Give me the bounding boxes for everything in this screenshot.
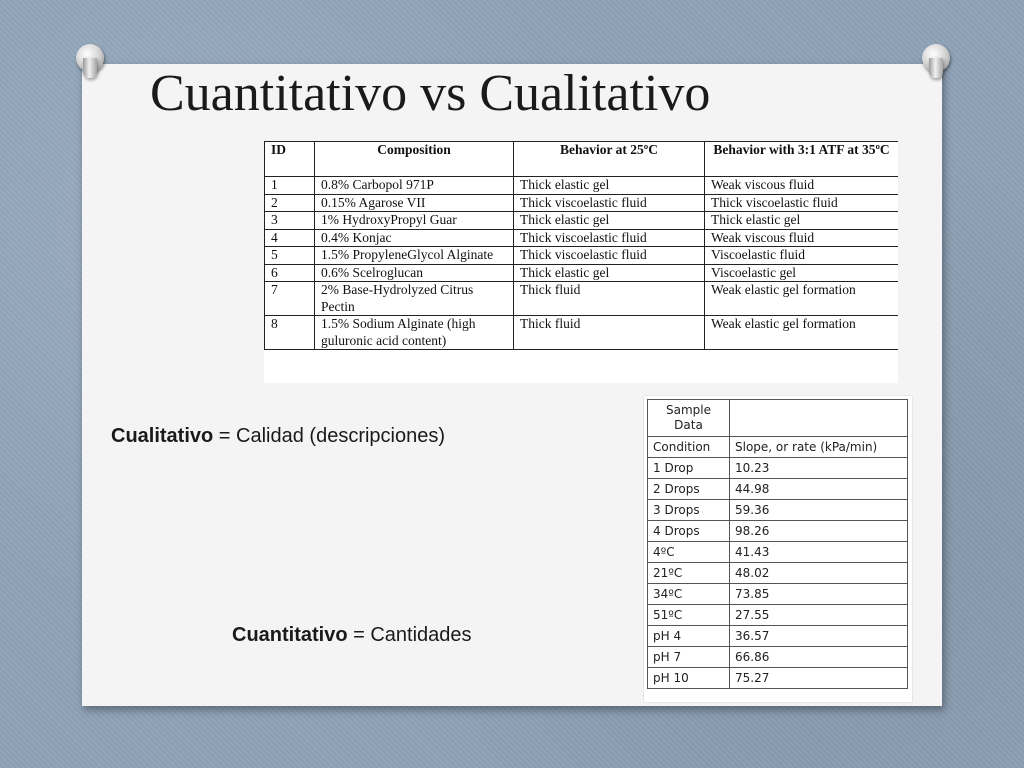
table-cell: 8	[265, 316, 315, 350]
qualitative-table-image	[264, 141, 898, 383]
table-cell: Thick elastic gel	[514, 212, 705, 230]
table-cell: 1% HydroxyPropyl Guar	[315, 212, 514, 230]
table-row	[265, 247, 899, 265]
table-row	[265, 316, 899, 350]
condition-cell: pH 4	[648, 626, 730, 647]
condition-cell: 2 Drops	[648, 479, 730, 500]
table-row	[265, 212, 899, 230]
table-row	[648, 668, 908, 689]
table-row	[648, 584, 908, 605]
column-header: Condition	[648, 437, 730, 458]
table-row	[265, 229, 899, 247]
table-row	[648, 542, 908, 563]
table-cell: Thick elastic gel	[514, 177, 705, 195]
condition-cell: 4ºC	[648, 542, 730, 563]
table-cell: 2	[265, 194, 315, 212]
table-row	[648, 521, 908, 542]
quantitative-table-image	[644, 396, 912, 702]
column-header: Behavior with 3:1 ATF at 35ºC	[705, 142, 899, 177]
table-header-row	[648, 437, 908, 458]
table-cell: Thick fluid	[514, 316, 705, 350]
table-cell: Weak viscous fluid	[705, 229, 899, 247]
qualitative-term: Cualitativo	[111, 425, 214, 447]
table-cell: 5	[265, 247, 315, 265]
condition-cell: pH 7	[648, 647, 730, 668]
condition-cell: 1 Drop	[648, 458, 730, 479]
rate-cell: 66.86	[730, 647, 908, 668]
table-row	[265, 194, 899, 212]
condition-cell: pH 10	[648, 668, 730, 689]
table-cell: Viscoelastic fluid	[705, 247, 899, 265]
slide-title: Cuantitativo vs Cualitativo	[150, 65, 711, 122]
quantitative-term: Cuantitativo	[232, 624, 348, 646]
rate-cell: 48.02	[730, 563, 908, 584]
condition-cell: 34ºC	[648, 584, 730, 605]
table-cell: 0.8% Carbopol 971P	[315, 177, 514, 195]
qualitative-definition	[111, 425, 445, 448]
table-row	[265, 264, 899, 282]
table-row	[265, 177, 899, 195]
rate-cell: 98.26	[730, 521, 908, 542]
condition-cell: 4 Drops	[648, 521, 730, 542]
table-edge	[264, 379, 898, 383]
table-cell: 1.5% PropyleneGlycol Alginate	[315, 247, 514, 265]
table-cell: Thick elastic gel	[514, 264, 705, 282]
rate-cell: 36.57	[730, 626, 908, 647]
table-cell: 0.4% Konjac	[315, 229, 514, 247]
quantitative-table	[647, 399, 908, 689]
rate-cell: 10.23	[730, 458, 908, 479]
column-header: ID	[265, 142, 315, 177]
table-row	[648, 626, 908, 647]
table-row	[648, 563, 908, 584]
rate-cell: 59.36	[730, 500, 908, 521]
table-cell: Thick elastic gel	[705, 212, 899, 230]
quantitative-definition	[232, 624, 472, 647]
table-cell: 7	[265, 282, 315, 316]
sample-data-title: Sample Data	[648, 400, 730, 437]
qualitative-definition-text: = Calidad (descripciones)	[213, 425, 446, 447]
table-cell: 0.6% Scelroglucan	[315, 264, 514, 282]
table-cell: 0.15% Agarose VII	[315, 194, 514, 212]
column-header: Behavior at 25ºC	[514, 142, 705, 177]
table-cell: Thick viscoelastic fluid	[514, 229, 705, 247]
table-cell: Thick viscoelastic fluid	[705, 194, 899, 212]
empty-cell	[730, 400, 908, 437]
rate-cell: 41.43	[730, 542, 908, 563]
table-cell: 4	[265, 229, 315, 247]
table-cell: Thick viscoelastic fluid	[514, 247, 705, 265]
condition-cell: 21ºC	[648, 563, 730, 584]
table-row	[648, 647, 908, 668]
quantitative-definition-text: = Cantidades	[347, 624, 472, 646]
table-cell: 3	[265, 212, 315, 230]
table-header-row	[265, 142, 899, 177]
qualitative-table	[264, 141, 898, 350]
table-cell: 2% Base-Hydrolyzed Citrus Pectin	[315, 282, 514, 316]
table-cell: Thick viscoelastic fluid	[514, 194, 705, 212]
pushpin-icon	[76, 44, 104, 72]
table-row	[648, 500, 908, 521]
rate-cell: 75.27	[730, 668, 908, 689]
table-cell: 1.5% Sodium Alginate (high guluronic acid content)	[315, 316, 514, 350]
table-row	[265, 282, 899, 316]
rate-cell: 44.98	[730, 479, 908, 500]
table-cell: Weak viscous fluid	[705, 177, 899, 195]
column-header: Composition	[315, 142, 514, 177]
table-row	[648, 479, 908, 500]
table-cell: Viscoelastic gel	[705, 264, 899, 282]
table-title-row	[648, 400, 908, 437]
table-row	[648, 605, 908, 626]
table-cell: Weak elastic gel formation	[705, 282, 899, 316]
table-cell: 1	[265, 177, 315, 195]
rate-cell: 73.85	[730, 584, 908, 605]
table-row	[648, 458, 908, 479]
table-cell: Thick fluid	[514, 282, 705, 316]
condition-cell: 3 Drops	[648, 500, 730, 521]
column-header: Slope, or rate (kPa/min)	[730, 437, 908, 458]
rate-cell: 27.55	[730, 605, 908, 626]
condition-cell: 51ºC	[648, 605, 730, 626]
table-cell: Weak elastic gel formation	[705, 316, 899, 350]
pushpin-icon	[922, 44, 950, 72]
table-cell: 6	[265, 264, 315, 282]
